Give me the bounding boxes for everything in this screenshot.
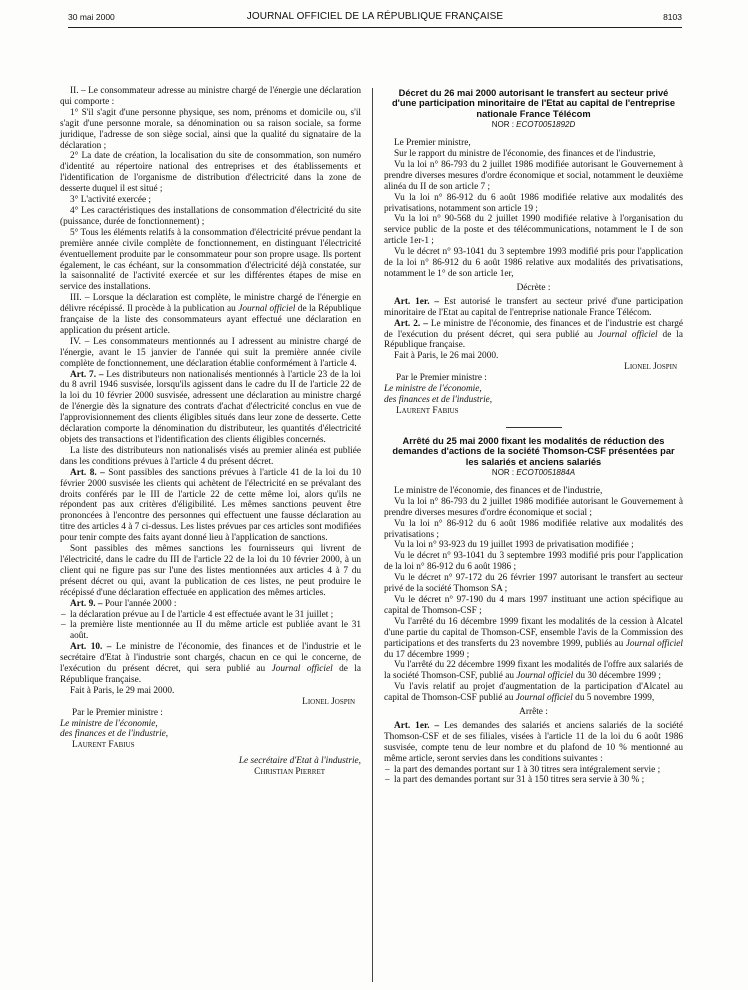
left-column — [60, 86, 361, 778]
article-7-paragraph-2: La liste des distributeurs non nationalisés visés au premier alinéa est publiée dans les conditions prévues à l'article 4 du présent décret. — [60, 445, 361, 467]
decree-2-visa-1: Vu la loi n° 86-793 du 2 juillet 1986 modifiée autorisant le Gouvernement à prendre diverses mesures d'ordre économique et social ; — [384, 496, 683, 518]
column-divider — [372, 88, 373, 982]
decree-1-par: Par le Premier ministre : — [396, 373, 487, 384]
decree-2-title: Arrêté du 25 mai 2000 fixant les modalités de réduction des demandes d'actions de la société Thomson-CSF présentées par les salariés et anciens salariés — [392, 435, 675, 467]
decree-1-article-2: Art. 2. – Le ministre de l'économie, des finances et de l'industrie est chargé de l'exécution du présent décret, qui sera publié au Journal officiel de la République française. — [384, 318, 684, 351]
minister-title-1: Le ministre de l'économie, — [60, 718, 158, 729]
item-1: 1° S'il s'agit d'une personne physique, ses nom, prénoms et domicile ou, s'il s'agit d'une personne morale, sa dénomination ou sa raison sociale, sa forme juridique, l'adresse de son siège social, ainsi que la qualité du signataire de la déclaration ; — [60, 107, 361, 151]
article-9-bullet-2: – la première liste mentionnée au II du même article est publiée avant le 31 août. — [60, 620, 361, 642]
decree-2-visa-5: Vu le décret n° 97-172 du 26 février 1997 autorisant le transfert au secteur privé de la société Thomson SA ; — [384, 573, 683, 595]
secretary-title: Le secrétaire d'Etat à l'industrie, — [238, 756, 361, 767]
decree-2-article-1: Art. 1er. – Les demandes des salariés et anciens salariés de la société Thomson-CSF et de ses filiales, visées à l'article 11 de la loi du 6 août 1986 susvisée, compte tenu de leur nombre et du plafond de 10 % mentionné au même article, seront servies dans les conditions suivantes : — [384, 720, 683, 764]
article-10-label: Art. 10. – — [70, 642, 112, 653]
article-9-label: Art. 9. – — [70, 598, 103, 609]
paragraph-IV: IV. – Les consommateurs mentionnés au I adressent au ministre chargé de l'énergie, avant le 15 janvier de l'année qui suit la première année civile complète de fonctionnement, une déclaration établie conformément à l'article 4. — [60, 336, 361, 369]
decree-2-bullet-2: – la part des demandes portant sur 31 à 150 titres sera servie à 30 % ; — [384, 775, 683, 786]
decree-1-minister-title-2: des finances et de l'industrie, — [384, 394, 493, 405]
decree-2-visa-6: Vu le décret n° 97-190 du 4 mars 1997 instituant une action spécifique au capital de Thomson-CSF ; — [384, 594, 683, 616]
decree-2-visa-9: Vu l'avis relatif au projet d'augmentation de la participation d'Alcatel au capital de Thomson-CSF publié au Journal officiel du 5 novembre 1999, — [384, 682, 683, 704]
page-header — [68, 12, 682, 26]
minister-name: Laurent Fabius — [72, 740, 135, 751]
decree-1-visa-5: Vu le décret n° 93-1041 du 3 septembre 1993 modifié pris pour l'application de la loi n° 86-912 du 6 août 1986 relative aux modalités des privatisations, notamment le 1° de son article 1er, — [384, 247, 683, 279]
item-5: 5° Tous les éléments relatifs à la consommation d'électricité prévue pendant la première année civile complète de fonctionnement, en distinguant l'électricité éventuellement produite par le consommateur pour son propre usage. Ils portent également, le cas échéant, sur la consommation d'électricité déjà constatée, sur la saisonnalité de l'activité exercée et sur les différentes étapes de mise en service des installations. — [60, 227, 361, 293]
fait-a-paris: Fait à Paris, le 29 mai 2000. — [70, 685, 175, 696]
decree-2-visa-8: Vu l'arrêté du 22 décembre 1999 fixant les modalités de l'offre aux salariés de la société Thomson-CSF, publié au Journal officiel du 30 décembre 1999 ; — [384, 660, 683, 682]
article-7: Art. 7. – Les distributeurs non nationalisés mentionnés à l'article 23 de la loi du 8 avril 1946 susvisée, lorsqu'ils agissent dans le cadre du II de l'article 22 de la loi du 10 février 2000 susvisée, adressent une déclaration au ministre chargé de l'énergie dès la signature des contrats d'achat d'électricité conclus en vue de l'approvisionnement des clients éligibles situés dans leur zone de desserte. Cette déclaration comporte la dénomination du distributeur, les quantités d'électricité objets des transactions et l'identification des clients éligibles concernés. — [60, 369, 361, 445]
decree-2-arrete: Arrête : — [519, 707, 548, 718]
decree-2-visa-3: Vu la loi n° 93-923 du 19 juillet 1993 de privatisation modifiée ; — [394, 540, 634, 551]
decree-1-signer: Lionel Jospin — [624, 362, 677, 373]
decree-2-visa-4: Vu le décret n° 93-1041 du 3 septembre 1993 modifié pris pour l'application de la loi n° 86-912 du 6 août 1986 ; — [384, 551, 683, 573]
header-date: 30 mai 2000 — [68, 12, 115, 22]
decree-2-visa-7: Vu l'arrêté du 16 décembre 1999 fixant les modalités de la cession à Alcatel d'une partie du capital de Thomson-CSF, ensemble l'avis de la Commission des participations et des transferts du 23 novembre 1999, publiés au Journal officiel du 17 décembre 1999 ; — [384, 616, 684, 660]
article-10: Art. 10. – Le ministre de l'économie, des finances et de l'industrie et le secrétaire d'Etat à l'industrie sont chargés, chacun en ce qui le concerne, de l'exécution du présent décret, qui sera publié au Journal officiel de la République française. — [60, 642, 362, 685]
minister-title-2: des finances et de l'industrie, — [60, 729, 169, 740]
decree-1-visa-2: Vu la loi n° 86-793 du 2 juillet 1986 modifiée autorisant le Gouvernement à prendre diverses mesures d'ordre économique et social, notamment le deuxième alinéa du II de son article 7 ; — [384, 159, 683, 192]
article-8: Art. 8. – Sont passibles des sanctions prévues à l'article 41 de la loi du 10 février 2000 susvisée les clients qui achètent de l'électricité en se prévalant des droits conférés par le III de l'article 22 de cette même loi, alors qu'ils ne répondent pas aux critères d'éligibilité. Les mêmes sanctions peuvent être prononcées à l'encontre des personnes qui effectuent une fausse déclaration au titre des articles 4 à 7 ci-dessus. Les listes prévues par ces articles sont modifiées pour tenir compte des faits ayant donné lieu à l'application de sanctions. — [60, 467, 361, 544]
item-4: 4° Les caractéristiques des installations de consommation d'électricité du site (puissance, durée de fonctionnement) ; — [60, 205, 361, 227]
par-premier-ministre: Par le Premier ministre : — [72, 707, 163, 718]
decree-1-minister-title-1: Le ministre de l'économie, — [384, 384, 482, 395]
decree-1-decrete: Décrète : — [516, 282, 551, 293]
article-7-label: Art. 7. – — [70, 369, 104, 380]
decree-1-nor: NOR : ECOT0051892D — [491, 120, 576, 130]
right-column — [384, 88, 683, 786]
decree-1-pm: Le Premier ministre, — [394, 138, 471, 149]
decree-2-bullet-1: – la part des demandes portant sur 1 à 30 titres sera intégralement servie ; — [384, 765, 683, 776]
decree-1-visa-4: Vu la loi n° 90-568 du 2 juillet 1990 modifiée relative à l'organisation du service public de la poste et des télécommunications, notamment le I de son article 1er-1 ; — [384, 214, 683, 247]
section-separator — [506, 427, 562, 428]
decree-2-minister: Le ministre de l'économie, des finances et de l'industrie, — [394, 485, 603, 496]
article-9-bullet-1: – la déclaration prévue au I de l'article 4 est effectuée avant le 31 juillet ; — [60, 610, 361, 621]
decree-2-visa-2: Vu la loi n° 86-912 du 6 août 1986 modifiée relative aux modalités des privatisations ; — [384, 518, 683, 540]
journal-officiel-ref: Journal officiel — [238, 304, 296, 315]
paragraph-III: III. – Lorsque la déclaration est complète, le ministre chargé de l'énergie en délivre récépissé. Il procède à la publication au Journal officiel de la République française de la liste des consommateurs ayant effectué une déclaration en application du présent article. — [60, 293, 361, 336]
paragraph-II: II. – Le consommateur adresse au ministre chargé de l'énergie une déclaration qui comporte : — [60, 86, 361, 107]
decree-1-fait: Fait à Paris, le 26 mai 2000. — [394, 351, 499, 362]
decree-1-title: Décret du 26 mai 2000 autorisant le transfert au secteur privé d'une participation minoritaire de l'Etat au capital de l'entreprise nationale France Télécom — [391, 88, 676, 119]
item-2: 2° La date de création, la localisation du site de consommation, son numéro d'identité au répertoire national des entreprises et des établissements et l'identification de l'organisme de distribution d'électricité dans la zone de desserte duquel il est situé ; — [60, 151, 361, 195]
decree-1-minister-name: Laurent Fabius — [396, 405, 459, 416]
item-3: 3° L'activité exercée ; — [70, 195, 152, 206]
article-9: Art. 9. – Pour l'année 2000 : — [70, 598, 177, 609]
decree-1-visa-1: Sur le rapport du ministre de l'économie, des finances et de l'industrie, — [394, 149, 656, 160]
decree-1-article-1: Art. 1er. – Est autorisé le transfert au secteur privé d'une participation minoritaire de l'Etat au capital de l'entreprise nationale France Télécom. — [384, 296, 683, 318]
article-8-label: Art. 8. – — [70, 467, 105, 478]
decree-2-nor: NOR : ECOT0051884A — [491, 468, 576, 477]
page-number: 8103 — [663, 12, 682, 22]
secretary-name: Christian Pierret — [254, 767, 325, 778]
signer-name: Lionel Jospin — [302, 696, 355, 707]
header-rule — [68, 27, 682, 28]
decree-1-visa-3: Vu la loi n° 86-912 du 6 août 1986 modifiée relative aux modalités des privatisations, notamment son article 19 ; — [384, 192, 683, 214]
journal-title: JOURNAL OFFICIEL DE LA RÉPUBLIQUE FRANÇAISE — [246, 11, 504, 22]
article-8-paragraph-2: Sont passibles des mêmes sanctions les fournisseurs qui livrent de l'électricité, dans le cadre du III de l'article 22 de la loi du 10 février 2000, à un client qui ne figure pas sur l'une des listes mentionnées aux articles 4 à 7 du présent décret ou qui, avant la publication de ces listes, ne peut produire le récépissé d'une déclaration effectuée en application des mêmes articles. — [60, 544, 361, 598]
